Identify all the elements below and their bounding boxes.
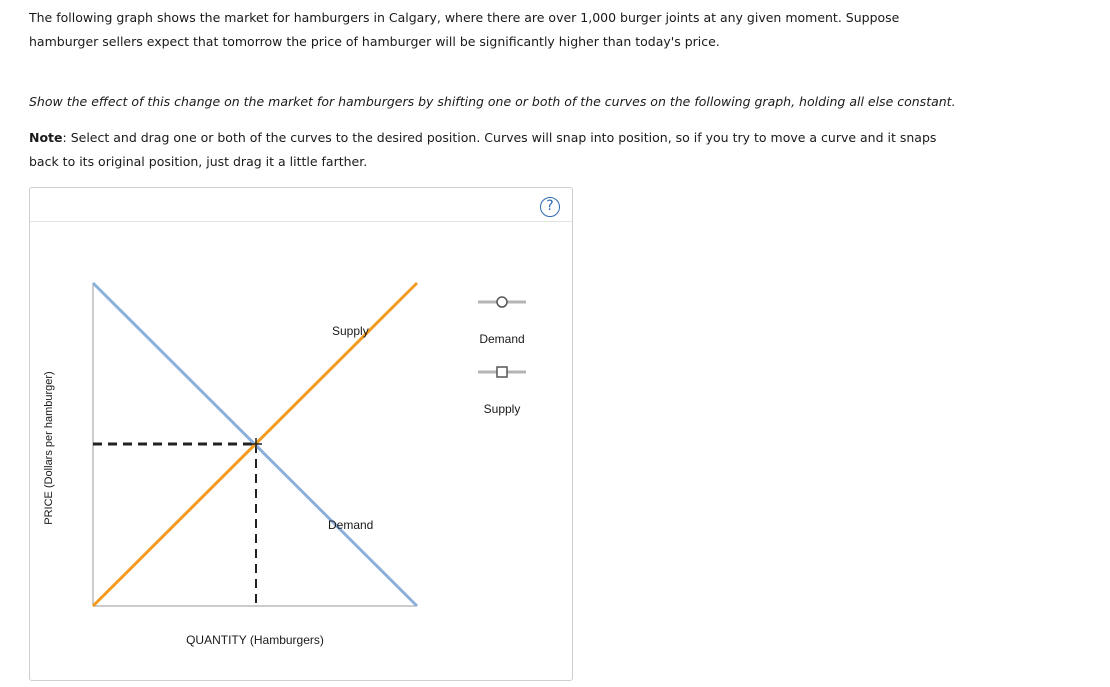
question-instruction: Show the effect of this change on the market for hamburgers by shifting one or both of the curves on the following graph, holding all else constant. — [29, 94, 956, 109]
square-marker-icon — [497, 367, 507, 377]
legend-supply-tool[interactable] — [478, 367, 526, 416]
circle-marker-icon — [497, 297, 507, 307]
question-intro: The following graph shows the market for hamburgers in Calgary, where there are over 1,000 burger joints at any given moment. Suppose hamburger sellers expect that tomorrow the price of hamburger will be significantly higher than today's price. — [29, 10, 900, 49]
legend-demand-label: Demand — [479, 332, 525, 346]
demand-curve-label: Demand — [328, 518, 374, 532]
legend-supply-label: Supply — [483, 402, 521, 416]
graph-panel — [29, 187, 573, 681]
legend-demand-tool[interactable] — [478, 297, 526, 346]
question-note — [29, 126, 959, 174]
y-axis-label: PRICE (Dollars per hamburger) — [43, 371, 55, 525]
note-text: : Select and drag one or both of the curves to the desired position. Curves will snap into position, so if you try to move a curve and it snaps back to its original position, just drag it a little farther. — [29, 130, 937, 169]
supply-curve-label: Supply — [332, 324, 369, 338]
x-axis-label: QUANTITY (Hamburgers) — [186, 633, 324, 647]
note-label: Note — [29, 130, 63, 145]
supply-demand-graph — [30, 188, 572, 680]
help-icon[interactable]: ? — [540, 197, 560, 217]
